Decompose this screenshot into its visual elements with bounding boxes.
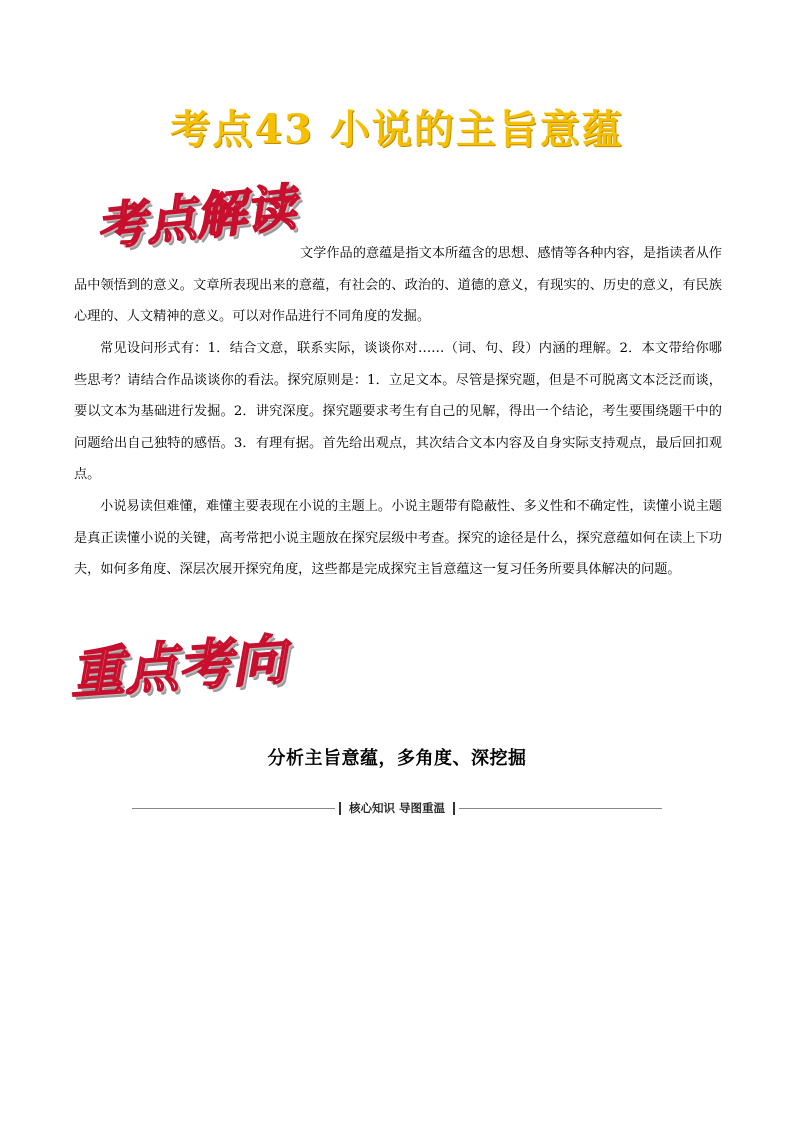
divider-bar-left: [339, 802, 341, 815]
page-title: 考点43 小说的主旨意蕴: [170, 106, 624, 153]
divider-line-left: [132, 808, 335, 809]
divider-label: 核心知识 导图重温: [349, 801, 446, 815]
paragraph-3: 小说易读但难懂，难懂主要表现在小说的主题上。小说主题带有隐蔽性、多义性和不确定性，读懂小说主题是真正读懂小说的关键，高考常把小说主题放在探究层级中考查。探究的途径是什么，探究意蕴如何在读上下功夫，如何多角度、深层次展开探究角度，这些都是完成探究主旨意蕴这一复习任务所要具体解决的问题。: [74, 499, 722, 577]
subheading: 分析主旨意蕴，多角度、深挖掘: [267, 748, 527, 769]
section-banner-kaodian-jiedu: 考点解读: [93, 178, 299, 257]
section-divider: [132, 800, 662, 816]
paragraph-2: 常见设问形式有：1．结合文意，联系实际，谈谈你对……（词、句、段）内涵的理解。2．本文带给你哪些思考？请结合作品谈谈你的看法。探究原则是：1．立足文本。尽管是探究题，但是不可脱离文本泛泛而谈，要以文本为基础进行发掘。2．讲究深度。探究题要求考生有自己的见解，得出一个结论，考生要围绕题干中的问题给出自己独特的感悟。3．有理有据。首先给出观点，其次结合文本内容及自身实际支持观点，最后回扣观点。: [74, 341, 722, 482]
divider-bar-right: [453, 802, 455, 815]
divider-line-right: [459, 808, 662, 809]
paragraph-1: 文学作品的意蕴是指文本所蕴含的思想、感情等各种内容，是指读者从作品中领悟到的意义。文章所表现出来的意蕴，有社会的、政治的、道德的意义，有现实的、历史的意义，有民族心理的、人文精神的意义。可以对作品进行不同角度的发掘。: [74, 246, 722, 324]
section-banner-zhongdian-kaoxiang: 重点考向: [68, 627, 288, 706]
